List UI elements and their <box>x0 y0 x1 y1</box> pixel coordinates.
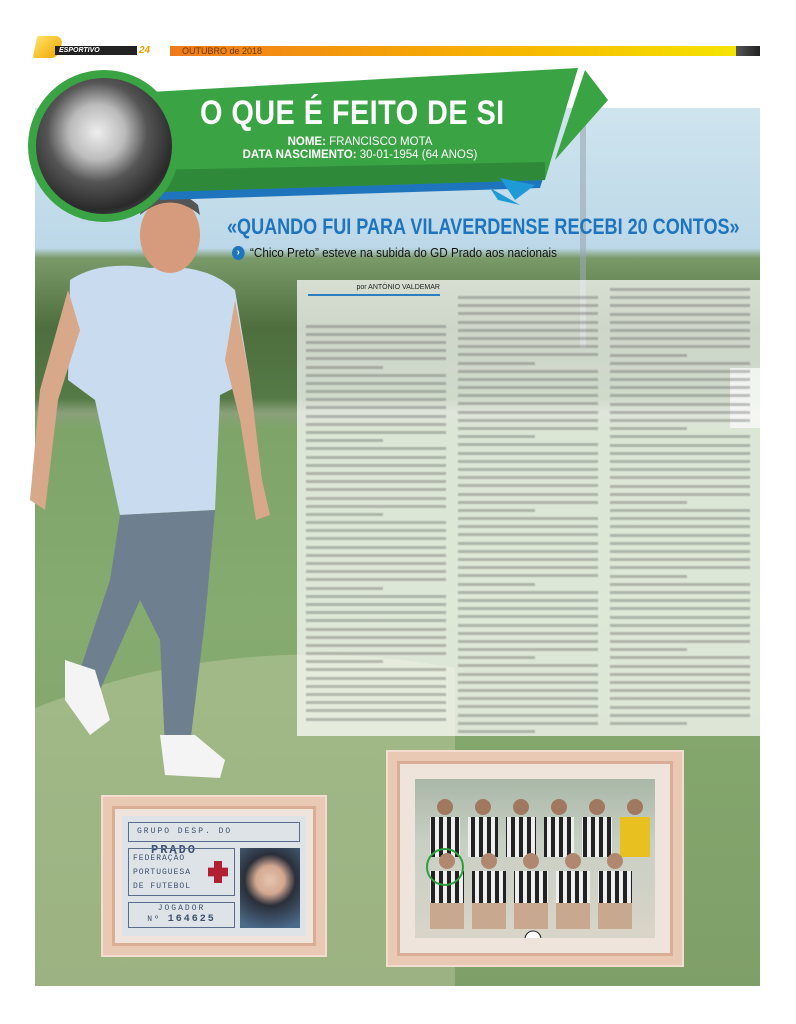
birth-value: 30-01-1954 (64 ANOS) <box>359 149 478 161</box>
player-head <box>437 799 453 815</box>
blurred-text-line <box>458 312 598 315</box>
blurred-text-line <box>458 722 598 725</box>
blurred-text-line <box>306 513 383 516</box>
blurred-text-line <box>610 321 750 324</box>
player-head <box>607 853 623 869</box>
blurred-text-line <box>610 640 750 643</box>
blurred-text-line <box>458 452 598 455</box>
blurred-text-line <box>610 337 750 340</box>
blurred-text-line <box>610 599 750 602</box>
blurred-text-line <box>306 431 446 434</box>
blurred-text-line <box>610 501 687 504</box>
blurred-text-line <box>306 652 446 655</box>
blurred-text-line <box>610 444 750 447</box>
blurred-text-line <box>306 718 446 721</box>
blurred-text-line <box>306 497 446 500</box>
player-legs <box>598 903 632 929</box>
blurred-text-line <box>306 521 446 524</box>
blurred-text-line <box>306 406 446 409</box>
subheadline-text: “Chico Preto” esteve na subida do GD Prado aos nacionais <box>250 245 557 260</box>
blurred-text-line <box>610 509 750 512</box>
blurred-text-line <box>306 685 446 688</box>
blurred-text-line <box>458 362 535 365</box>
blurred-text-line <box>458 304 598 307</box>
blurred-text-line <box>458 411 598 414</box>
blurred-text-line <box>458 517 598 520</box>
blurred-text-line <box>458 386 598 389</box>
federation-box <box>128 848 235 896</box>
byline: por ANTÓNIO VALDEMAR <box>308 284 440 296</box>
player-head <box>439 853 455 869</box>
blurred-text-line <box>306 537 446 540</box>
blurred-text-line <box>306 546 446 549</box>
blurred-text-line <box>610 378 750 381</box>
blurred-text-line <box>610 656 750 659</box>
blurred-text-line <box>306 595 446 598</box>
blurred-text-line <box>458 730 535 733</box>
section-title: O QUE É FEITO DE SI <box>200 94 505 132</box>
blurred-text-line <box>610 534 750 537</box>
blurred-text-line <box>306 366 383 369</box>
blurred-text-line <box>458 640 598 643</box>
blurred-text-line <box>458 525 598 528</box>
blurred-text-line <box>610 419 750 422</box>
blurred-text-line <box>610 517 750 520</box>
player-head <box>627 799 643 815</box>
player-jersey <box>506 817 536 857</box>
blurred-text-line <box>610 648 687 651</box>
federation-line: PORTUGUESA <box>133 868 192 877</box>
blurred-text-line <box>306 529 446 532</box>
player-jersey <box>430 817 460 857</box>
card-photo <box>240 848 300 928</box>
issue-date: OUTUBRO de 2018 <box>170 46 736 56</box>
blurred-text-line <box>306 562 446 565</box>
blurred-text-line <box>610 304 750 307</box>
football-icon <box>525 931 541 938</box>
club-label: GRUPO DESP. DO <box>137 827 233 836</box>
blurred-text-line <box>458 681 598 684</box>
blurred-text-line <box>458 664 598 667</box>
blurred-text-line <box>458 705 598 708</box>
blurred-text-line <box>458 599 598 602</box>
blurred-text-line <box>458 419 598 422</box>
player-legs <box>430 903 464 929</box>
player-jersey <box>544 817 574 857</box>
blurred-text-line <box>458 493 598 496</box>
blurred-text-line <box>610 427 687 430</box>
blurred-text-line <box>458 378 598 381</box>
blurred-text-line <box>306 382 446 385</box>
blurred-text-line <box>306 341 446 344</box>
blurred-text-line <box>458 509 535 512</box>
blurred-text-line <box>458 337 598 340</box>
blurred-text-line <box>610 673 750 676</box>
profile-meta <box>230 136 490 162</box>
blurred-text-line <box>458 607 598 610</box>
blurred-text-line <box>458 296 598 299</box>
blurred-text-line <box>306 456 446 459</box>
blurred-text-line <box>610 583 750 586</box>
blurred-text-line <box>458 689 598 692</box>
federation-line: FEDERAÇÃO <box>133 854 186 863</box>
blurred-text-line <box>610 493 750 496</box>
player-jersey <box>582 817 612 857</box>
blurred-text-line <box>458 583 535 586</box>
player-jersey <box>514 871 548 903</box>
blurred-text-line <box>306 636 446 639</box>
chevron-right-icon: › <box>232 246 245 260</box>
player-jersey <box>430 871 464 903</box>
blurred-text-line <box>458 714 598 717</box>
blurred-text-line <box>610 689 750 692</box>
blurred-text-line <box>306 709 446 712</box>
blurred-text-line <box>306 505 446 508</box>
blurred-text-line <box>306 423 446 426</box>
team-photo-frame <box>388 752 682 965</box>
blurred-text-line <box>610 575 687 578</box>
blurred-text-line <box>610 354 687 357</box>
blurred-text-line <box>306 325 446 328</box>
blurred-text-line <box>458 484 598 487</box>
blurred-text-line <box>458 591 598 594</box>
blurred-text-line <box>306 660 383 663</box>
blurred-text-line <box>610 386 750 389</box>
player-jersey <box>472 871 506 903</box>
blurred-text-line <box>458 329 598 332</box>
text-column <box>610 288 750 730</box>
team-photo <box>415 779 655 938</box>
blurred-text-line <box>610 296 750 299</box>
name-label: NOME: <box>287 136 326 148</box>
blurred-text-line <box>306 488 446 491</box>
blurred-text-line <box>458 321 598 324</box>
blurred-text-line <box>610 632 750 635</box>
blurred-text-line <box>458 615 598 618</box>
blurred-text-line <box>306 668 446 671</box>
blurred-text-line <box>458 443 598 446</box>
blurred-text-line <box>458 566 598 569</box>
blurred-text-line <box>458 558 598 561</box>
blurred-text-line <box>610 525 750 528</box>
player-jersey <box>598 871 632 903</box>
blurred-text-line <box>458 550 598 553</box>
blurred-text-line <box>610 468 750 471</box>
player-head <box>589 799 605 815</box>
blurred-text-line <box>306 374 446 377</box>
blurred-text-line <box>306 587 383 590</box>
club-box <box>128 822 300 857</box>
player-number: 164625 <box>167 914 216 925</box>
federation-line: DE FUTEBOL <box>133 882 192 891</box>
blurred-text-line <box>306 570 446 573</box>
blurred-text-line <box>306 693 446 696</box>
player-head <box>475 799 491 815</box>
blurred-text-line <box>458 460 598 463</box>
blurred-text-line <box>610 616 750 619</box>
blurred-text-line <box>306 611 446 614</box>
blurred-text-line <box>306 415 446 418</box>
blurred-text-line <box>610 485 750 488</box>
blurred-text-line <box>610 624 750 627</box>
blurred-text-line <box>610 550 750 553</box>
blurred-text-line <box>458 345 598 348</box>
blurred-text-line <box>610 566 750 569</box>
article-headline: «QUANDO FUI PARA VILAVERDENSE RECEBI 20 CONTOS» <box>227 214 740 239</box>
page-number: 24 <box>139 45 151 56</box>
blurred-text-line <box>610 345 750 348</box>
blurred-text-line <box>458 476 598 479</box>
blurred-text-line <box>458 697 598 700</box>
blurred-text-line <box>610 288 750 291</box>
blurred-text-line <box>458 501 598 504</box>
blurred-text-line <box>610 607 750 610</box>
blurred-text-line <box>610 697 750 700</box>
blurred-text-line <box>610 706 750 709</box>
blurred-text-line <box>458 394 598 397</box>
blurred-text-line <box>610 542 750 545</box>
role-label: JOGADOR <box>157 904 206 913</box>
blurred-text-line <box>610 665 750 668</box>
blurred-text-line <box>610 411 750 414</box>
player-legs <box>556 903 590 929</box>
blurred-text-line <box>610 558 750 561</box>
logo-text: ESPORTIVO <box>55 46 137 55</box>
player-legs <box>514 903 548 929</box>
blurred-text-line <box>458 533 598 536</box>
blurred-text-line <box>458 402 598 405</box>
blurred-text-line <box>610 394 750 397</box>
blurred-text-line <box>610 362 750 365</box>
article-subheadline <box>232 245 557 260</box>
player-jersey <box>468 817 498 857</box>
player-jersey <box>556 871 590 903</box>
blurred-text-line <box>306 357 446 360</box>
blurred-text-line <box>610 313 750 316</box>
portrait-circle <box>28 70 180 222</box>
blurred-text-line <box>306 644 446 647</box>
blurred-text-line <box>306 447 446 450</box>
blurred-text-line <box>306 398 446 401</box>
blurred-text-line <box>610 452 750 455</box>
blurred-text-line <box>458 574 598 577</box>
blurred-text-line <box>458 370 598 373</box>
blurred-text-line <box>458 632 598 635</box>
text-column <box>306 300 446 726</box>
young-portrait-photo <box>36 78 172 214</box>
player-jersey <box>620 817 650 857</box>
name-value: FRANCISCO MOTA <box>329 136 433 148</box>
blurred-text-line <box>306 628 446 631</box>
blurred-text-line <box>458 468 598 471</box>
blurred-text-line <box>610 329 750 332</box>
blurred-text-line <box>306 349 446 352</box>
player-number-box <box>128 902 235 928</box>
blurred-text-line <box>610 460 750 463</box>
blurred-text-line <box>610 591 750 594</box>
blurred-text-line <box>610 403 750 406</box>
club-name: PRADO <box>151 843 198 857</box>
number-label: Nº <box>147 915 161 924</box>
blurred-text-line <box>458 427 598 430</box>
player-head <box>481 853 497 869</box>
player-license-card <box>122 816 306 936</box>
blurred-text-line <box>458 353 598 356</box>
blurred-text-line <box>610 435 750 438</box>
blurred-text-line <box>306 578 446 581</box>
blurred-text-line <box>306 619 446 622</box>
blurred-text-line <box>458 624 598 627</box>
blurred-text-line <box>610 722 687 725</box>
blurred-text-line <box>306 677 446 680</box>
player-legs <box>472 903 506 929</box>
player-head <box>513 799 529 815</box>
blurred-text-line <box>306 554 446 557</box>
blurred-text-line <box>458 656 535 659</box>
blurred-text-line <box>306 333 446 336</box>
birth-label: DATA NASCIMENTO: <box>242 149 357 161</box>
blurred-text-line <box>306 701 446 704</box>
blurred-text-line <box>458 648 598 651</box>
text-column <box>458 296 598 738</box>
player-head <box>551 799 567 815</box>
blurred-text-line <box>458 542 598 545</box>
player-card-frame <box>103 797 325 955</box>
blurred-text-line <box>458 673 598 676</box>
blurred-text-line <box>306 390 446 393</box>
player-head <box>565 853 581 869</box>
blurred-text-line <box>306 439 383 442</box>
blurred-text-line <box>306 472 446 475</box>
blurred-text-line <box>610 714 750 717</box>
player-head <box>523 853 539 869</box>
blurred-text-line <box>610 476 750 479</box>
blurred-text-line <box>458 435 535 438</box>
team-players <box>415 779 655 938</box>
blurred-text-line <box>610 370 750 373</box>
blurred-text-line <box>610 681 750 684</box>
blurred-text-line <box>306 480 446 483</box>
blurred-text-line <box>306 603 446 606</box>
blurred-text-line <box>306 464 446 467</box>
